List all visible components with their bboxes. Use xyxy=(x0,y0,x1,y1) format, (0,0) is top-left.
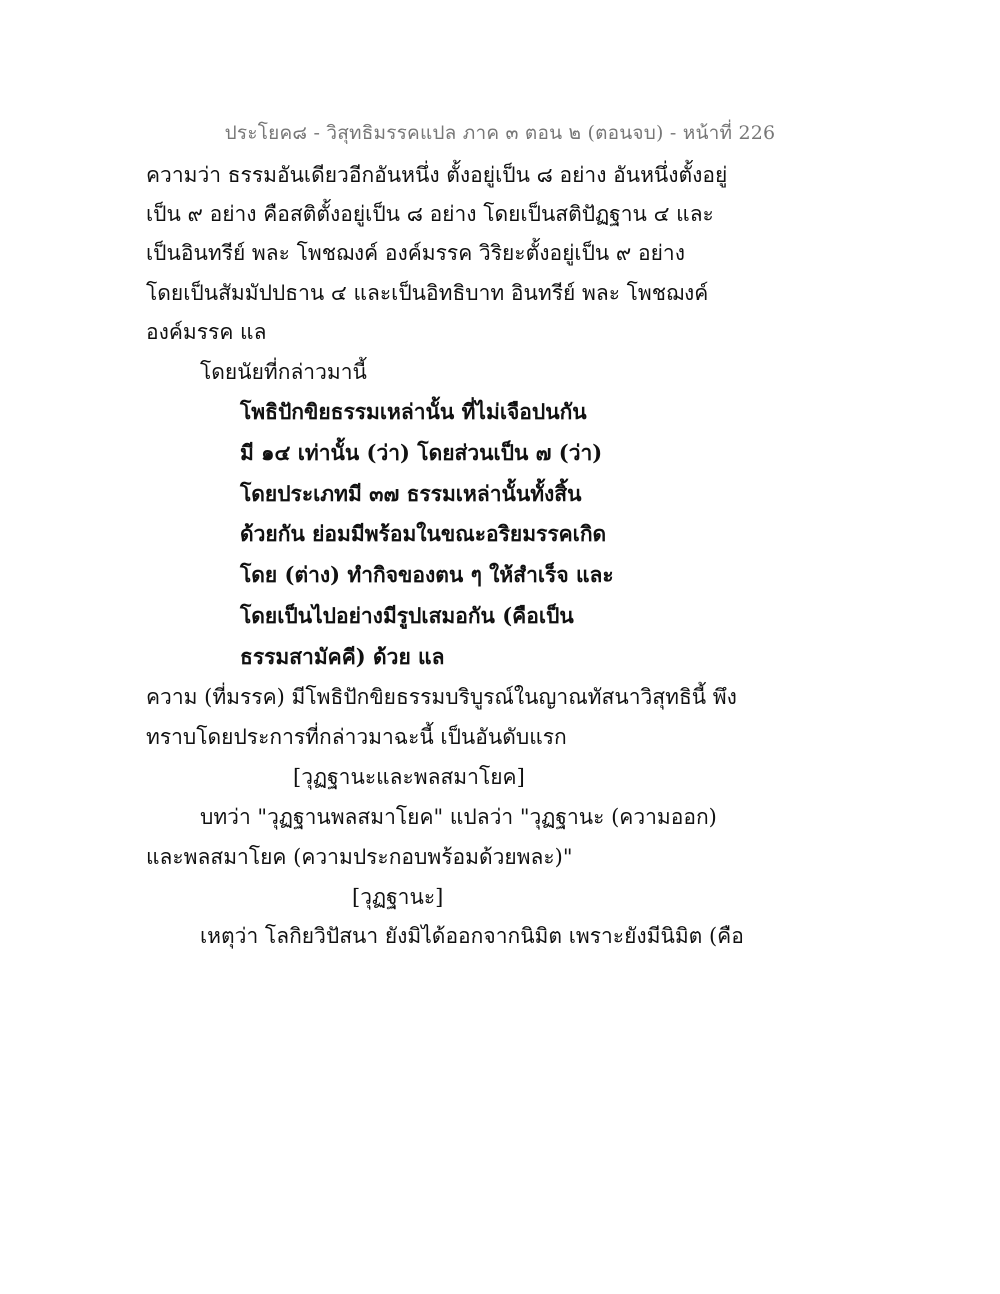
verse-intro: โดยนัยที่กล่าวมานี้ xyxy=(200,360,367,384)
verse-line-7: ธรรมสามัคคี) ด้วย แล xyxy=(240,644,445,669)
verse-line-2: มี ๑๔ เท่านั้น (ว่า) โดยส่วนเป็น ๗ (ว่า) xyxy=(240,440,603,465)
verse-line-6: โดยเป็นไปอย่างมีรูปเสมอกัน (คือเป็น xyxy=(240,603,574,628)
paragraph-1-line-4: โดยเป็นสัมมัปปธาน ๔ และเป็นอิทธิบาท อินทรีย์ พละ โพชฌงค์ xyxy=(146,281,709,305)
section-heading-1: [วุฏฐานะและพลสมาโยค] xyxy=(293,765,525,789)
paragraph-3-line-2: และพลสมาโยค (ความประกอบพร้อมด้วยพละ)" xyxy=(146,845,573,869)
paragraph-3-line-1: บทว่า "วุฏฐานพลสมาโยค" แปลว่า "วุฏฐานะ (ความออก) xyxy=(200,805,717,829)
paragraph-1-line-5: องค์มรรค แล xyxy=(146,320,267,344)
verse-line-3: โดยประเภทมี ๓๗ ธรรมเหล่านั้นทั้งสิ้น xyxy=(240,481,582,506)
paragraph-2-line-1: ความ (ที่มรรค) มีโพธิปักขิยธรรมบริบูรณ์ในญาณทัสนาวิสุทธินี้ พึง xyxy=(146,685,737,709)
page-header: ประโยค๘ - วิสุทธิมรรคแปล ภาค ๓ ตอน ๒ (ตอนจบ) - หน้าที่ 226 xyxy=(224,122,776,144)
paragraph-2-line-2: ทราบโดยประการที่กล่าวมาฉะนี้ เป็นอันดับแรก xyxy=(146,725,567,749)
verse-line-4: ด้วยกัน ย่อมมีพร้อมในขณะอริยมรรคเกิด xyxy=(240,521,607,546)
paragraph-1-line-3: เป็นอินทรีย์ พละ โพชฌงค์ องค์มรรค วิริยะตั้งอยู่เป็น ๙ อย่าง xyxy=(146,241,685,265)
paragraph-1-line-1: ความว่า ธรรมอันเดียวอีกอันหนึ่ง ตั้งอยู่เป็น ๘ อย่าง อันหนึ่งตั้งอยู่ xyxy=(146,163,728,187)
verse-line-1: โพธิปักขิยธรรมเหล่านั้น ที่ไม่เจือปนกัน xyxy=(240,399,587,424)
paragraph-1-line-2: เป็น ๙ อย่าง คือสติตั้งอยู่เป็น ๘ อย่าง โดยเป็นสติปัฏฐาน ๔ และ xyxy=(146,202,714,226)
section-heading-2: [วุฏฐานะ] xyxy=(352,885,444,909)
verse-line-5: โดย (ต่าง) ทำกิจของตน ๆ ให้สำเร็จ และ xyxy=(240,562,614,587)
paragraph-4-line-1: เหตุว่า โลกิยวิปัสนา ยังมิได้ออกจากนิมิต เพราะยังมีนิมิต (คือ xyxy=(200,924,744,948)
